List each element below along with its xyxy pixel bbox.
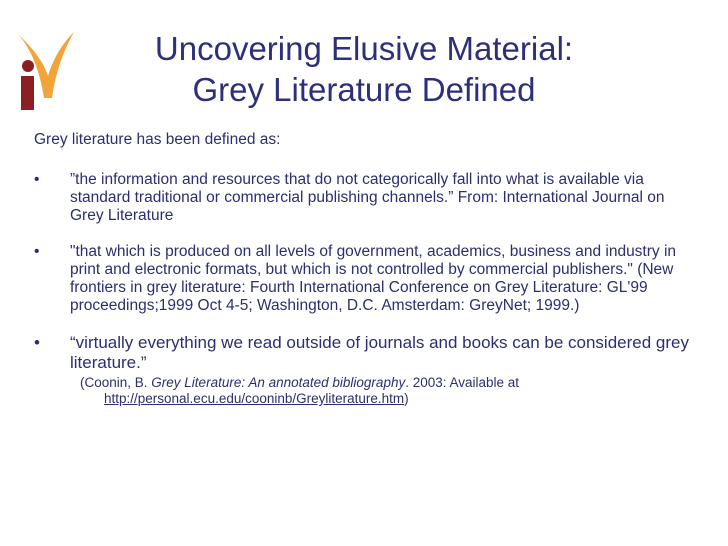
citation-link[interactable]: http://personal.ecu.edu/cooninb/Greyliterature.htm — [104, 391, 405, 406]
bullet-item — [34, 171, 694, 225]
citation-middle: . 2003: Available at — [405, 375, 520, 390]
slide-title — [80, 28, 648, 110]
citation-book-title: Grey Literature: An annotated bibliography — [151, 375, 406, 390]
citation-prefix: (Coonin, B. — [80, 375, 152, 390]
logo-body — [21, 76, 34, 110]
bullet-text: “virtually everything we read outside of journals and books can be considered grey literature.” — [70, 333, 689, 372]
bullet-text: "that which is produced on all levels of government, academics, business and industry in print and electronic formats, but which is not controlled by commercial publishers." (New frontiers in grey literature: Fourth International Conference on Grey Literature: GL'99 proceedings;1999 Oct 4-5; Washington, D.C. Amsterdam: GreyNet; 1999.) — [70, 243, 677, 314]
citation-suffix: ) — [404, 391, 409, 406]
logo-head — [22, 60, 34, 72]
bullet-dot: • — [34, 171, 40, 188]
title-line-1: Uncovering Elusive Material: — [154, 30, 574, 67]
slide-body — [34, 131, 694, 407]
bullet-text: ”the information and resources that do not categorically fall into what is available via standard traditional or commercial publishing channels.” From: International Journal on Grey Literature — [70, 171, 665, 224]
iy-logo-icon — [8, 12, 78, 114]
title-line-2: Grey Literature Defined — [192, 71, 536, 108]
intro-text: Grey literature has been defined as: — [34, 131, 281, 148]
bullet-item — [34, 243, 694, 315]
bullet-dot: • — [34, 333, 40, 352]
citation — [80, 375, 604, 407]
bullet-item — [34, 333, 694, 373]
bullet-dot: • — [34, 243, 40, 260]
